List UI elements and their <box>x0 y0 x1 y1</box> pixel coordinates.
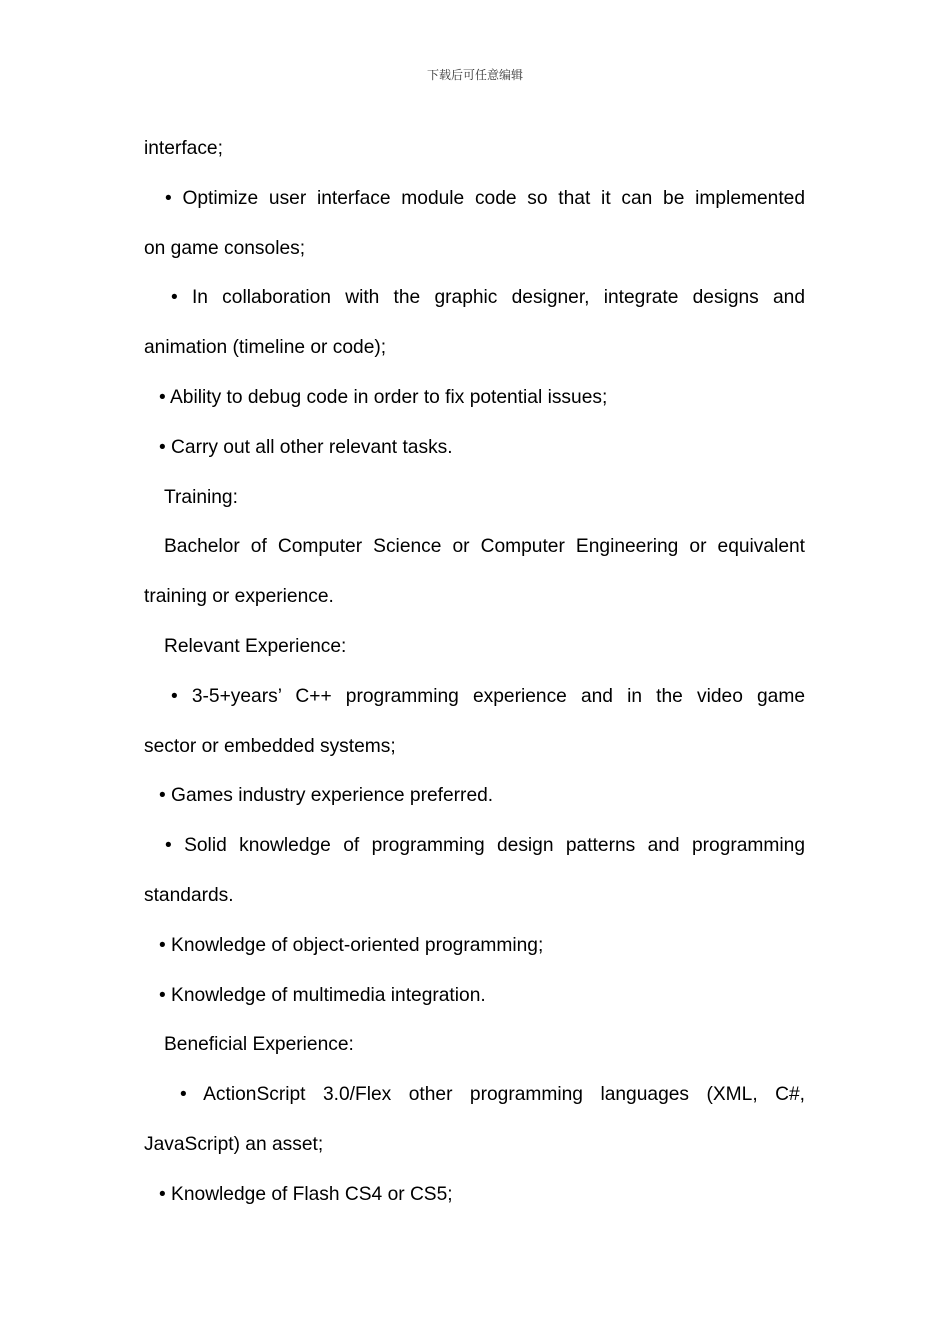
bullet-item-debug: • Ability to debug code in order to fix potential issues; <box>159 386 608 408</box>
bullet-item-actionscript: • ActionScript 3.0/Flex other programming languages (XML, C#, <box>180 1084 805 1106</box>
section-heading-relevant-experience: Relevant Experience: <box>164 635 347 657</box>
bullet-item-oop: • Knowledge of object-oriented programming; <box>159 934 544 956</box>
section-heading-beneficial-experience: Beneficial Experience: <box>164 1034 354 1056</box>
text-line-continuation: interface; <box>144 138 223 159</box>
bullet-item-cpp-experience: • 3-5+years’ C++ programming experience and in the video game <box>171 685 805 707</box>
text-line-continuation: JavaScript) an asset; <box>144 1133 324 1155</box>
text-line-continuation: on game consoles; <box>144 237 306 259</box>
text-line-continuation: training or experience. <box>144 586 334 608</box>
paragraph-training: Bachelor of Computer Science or Computer Engineering or equivalent <box>164 536 805 558</box>
bullet-item-design-patterns: • Solid knowledge of programming design patterns and programming <box>165 835 805 857</box>
bullet-item-flash: • Knowledge of Flash CS4 or CS5; <box>159 1183 453 1205</box>
bullet-item-games-industry: • Games industry experience preferred. <box>159 785 494 807</box>
text-line-continuation: sector or embedded systems; <box>144 735 396 757</box>
document-body <box>144 124 805 1220</box>
bullet-item-multimedia: • Knowledge of multimedia integration. <box>159 984 486 1006</box>
bullet-item-collaboration: • In collaboration with the graphic designer, integrate designs and <box>171 287 805 309</box>
page-header: 下载后可任意编辑 <box>426 68 523 82</box>
text-line-continuation: standards. <box>144 884 234 906</box>
bullet-item-optimize-ui: • Optimize user interface module code so that it can be implemented <box>165 187 805 209</box>
section-heading-training: Training: <box>164 486 238 508</box>
bullet-item-other-tasks: • Carry out all other relevant tasks. <box>159 436 453 458</box>
text-line-continuation: animation (timeline or code); <box>144 337 387 359</box>
